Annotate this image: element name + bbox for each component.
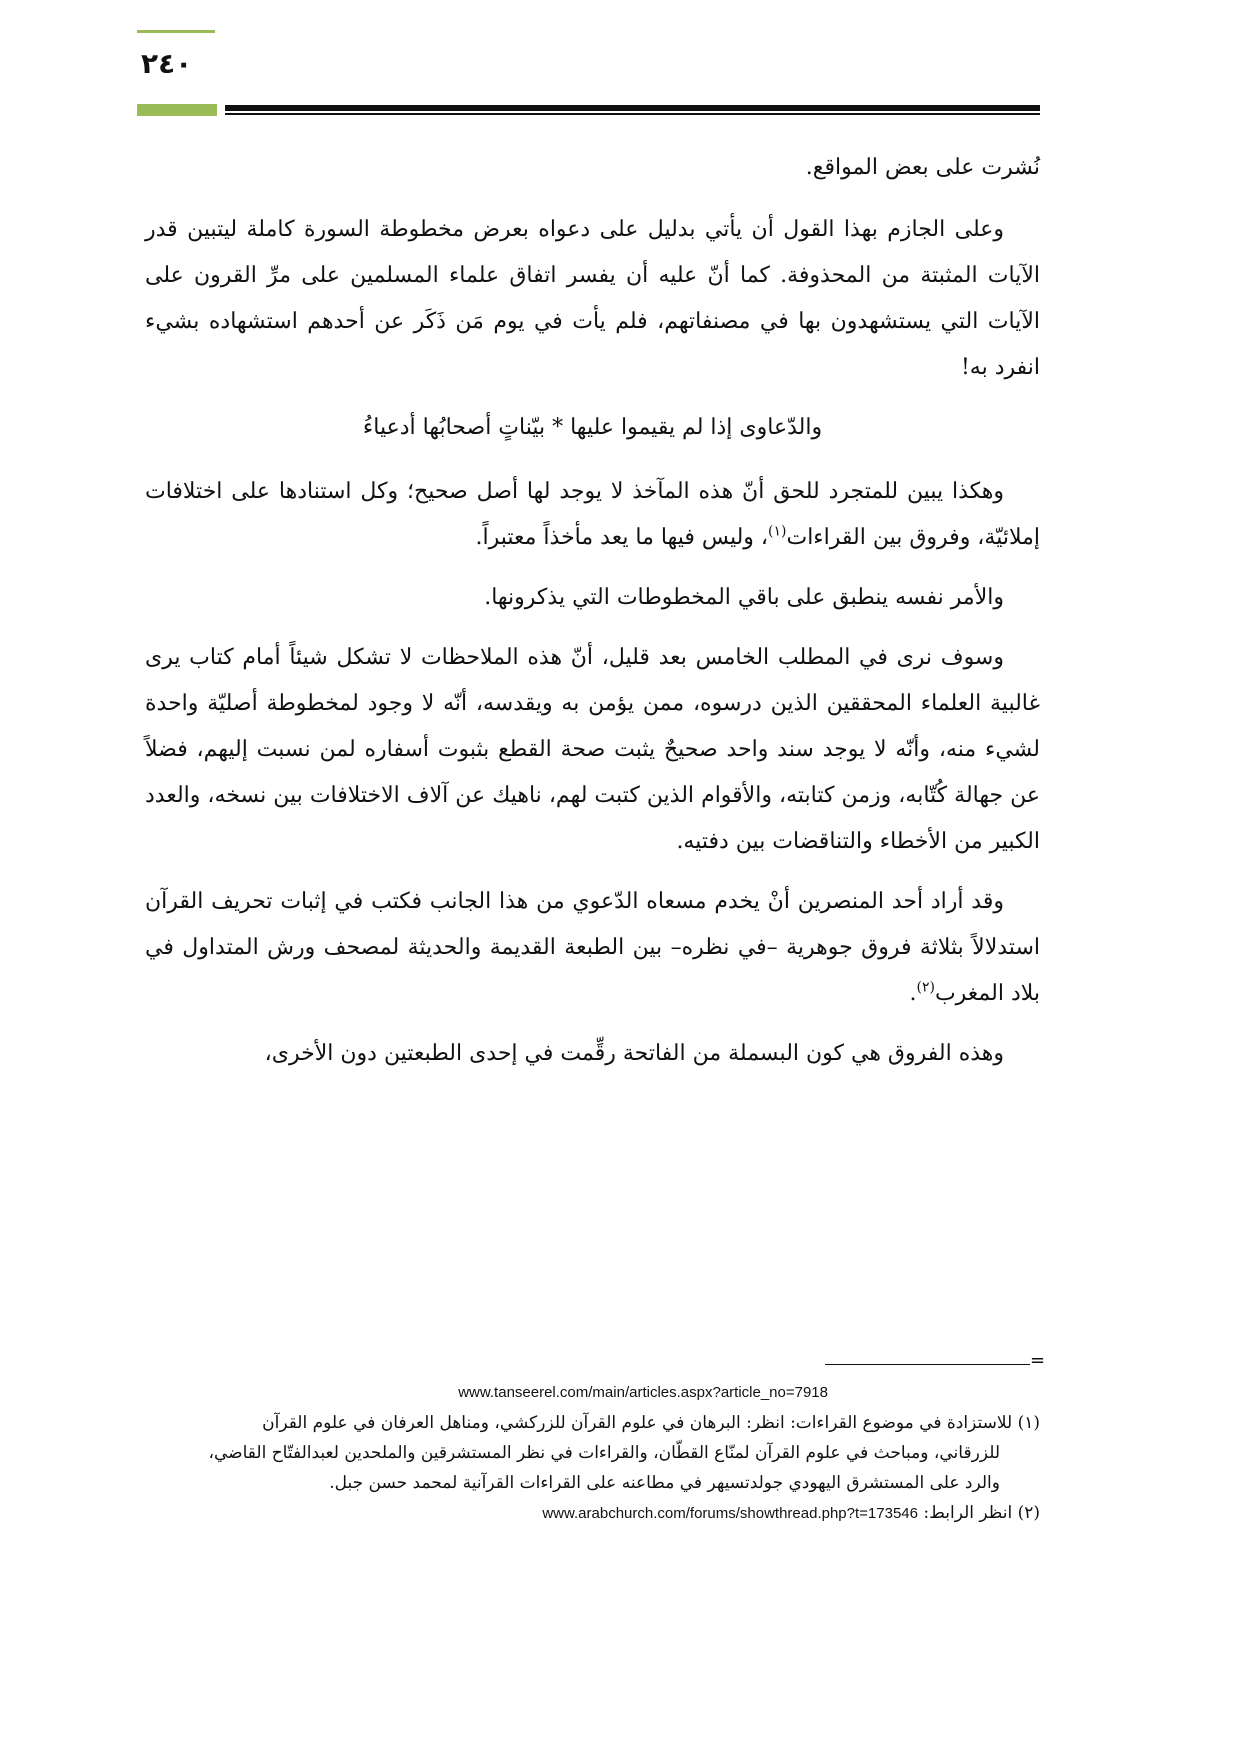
paragraph — [145, 469, 1040, 561]
footnote-2 — [145, 1498, 1040, 1529]
paragraph-text: وقد أراد أحد المنصرين أنْ يخدم مسعاه الدّعوي من هذا الجانب فكتب في إثبات تحريف القرآن استدلالاً بثلاثة فروق جوهرية –في نظره– بين الطبعة القديمة والحديثة لمصحف ورش المتداول في بلاد المغرب — [145, 889, 1040, 1006]
header-black-bar-thick — [225, 105, 1040, 111]
paragraph: والأمر نفسه ينطبق على باقي المخطوطات التي يذكرونها. — [484, 585, 1004, 610]
footnote-2-label: (٢) انظر الرابط: — [917, 1503, 1040, 1523]
footnote-ref[interactable]: (٢) — [916, 979, 935, 996]
header-green-bar — [137, 104, 217, 116]
footnote-1-line: (١) للاستزادة في موضوع القراءات: انظر: البرهان في علوم القرآن للزركشي، ومناهل العرفان في علوم القرآن — [262, 1413, 1040, 1433]
paragraph-text: . — [909, 981, 917, 1006]
footnote-separator — [825, 1364, 1030, 1365]
footnotes — [145, 1378, 1040, 1529]
paragraph — [145, 879, 1040, 1017]
paragraph: نُشرت على بعض المواقع. — [805, 155, 1040, 180]
paragraph: وسوف نرى في المطلب الخامس بعد قليل، أنّ هذه الملاحظات لا تشكل شيئاً أمام كتاب يرى غالبية العلماء المحققين الذين درسوه، ممن يؤمن به ويقدسه، أنّه لا وجود لمخطوطة أصليّة واحدة لشيء منه، وأنّه لا يوجد سند واحد صحيحٌ يثبت صحة القطع بثبوت أسفاره لمن نسبت إليهم، فضلاً عن جهالة كُتّابه، وزمن كتابته، والأقوام الذين كتبت لهم، ناهيك عن آلاف الاختلافات بين نسخه، والعدد الكبير من الأخطاء والتناقضات بين دفتيه. — [145, 645, 1040, 854]
header-accent-line — [137, 30, 215, 33]
footnote-url[interactable]: www.tanseerel.com/main/articles.aspx?article_no=7918 — [458, 1384, 828, 1401]
footnote-2-url[interactable]: www.arabchurch.com/forums/showthread.php?t=173546 — [542, 1505, 918, 1522]
paragraph: وعلى الجازم بهذا القول أن يأتي بدليل على دعواه بعرض مخطوطة السورة كاملة ليتبين قدر الآيات المثبتة من المحذوفة. كما أنّ عليه أن يفسر اتفاق علماء المسلمين على مرِّ القرون على الآيات التي يستشهدون بها في مصنفاتهم، فلم يأت في يوم مَن ذَكَر عن أحدهم استشهاده بشيء انفرد به! — [145, 217, 1040, 380]
footnote-1-line: للزرقاني، ومباحث في علوم القرآن لمنّاع القطّان، والقراءات في نظر المستشرقين والملحدين لعبدالفتّاح القاضي، — [208, 1443, 1000, 1463]
page-number: ٢٤٠ — [141, 47, 193, 80]
footnote-ref[interactable]: (١) — [768, 523, 787, 540]
paragraph: وهذه الفروق هي كون البسملة من الفاتحة رقِّمت في إحدى الطبعتين دون الأخرى، — [264, 1041, 1004, 1066]
footnote-1-line: والرد على المستشرق اليهودي جولدتسيهر في مطاعنه على القراءات القرآنية لمحمد حسن جبل. — [329, 1473, 1000, 1493]
paragraph-text: وهكذا يبين للمتجرد للحق أنّ هذه المآخذ لا يوجد لها أصل صحيح؛ وكل استنادها على اختلافات إملائيّة، وفروق بين القراءات — [145, 479, 1040, 550]
header-black-bar-thin — [225, 113, 1040, 115]
header-rule — [137, 104, 1040, 116]
poetry-verse: والدّعاوى إذا لم يقيموا عليها * بيّناتٍ أصحابُها أدعياءُ — [362, 415, 823, 440]
footnote-continuation-mark: = — [1030, 1350, 1046, 1371]
page-number-area — [137, 30, 219, 80]
paragraph-text: ، وليس فيها ما يعد مأخذاً معتبراً. — [475, 525, 769, 550]
body-text — [145, 145, 1040, 1091]
